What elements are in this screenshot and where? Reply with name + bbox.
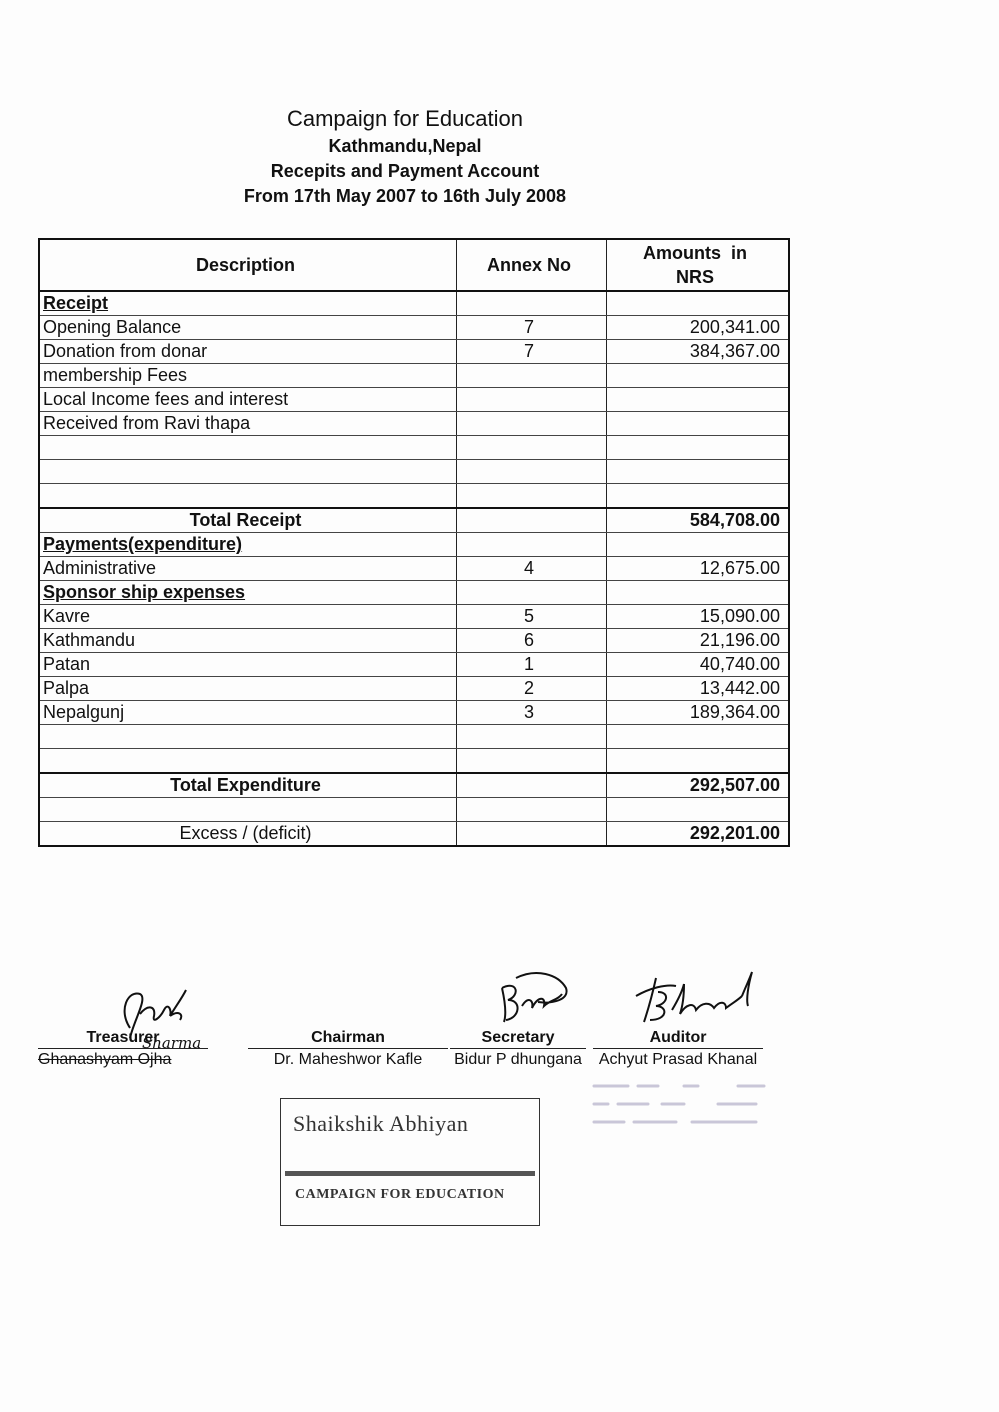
auditor-signature bbox=[622, 966, 762, 1028]
total-receipt-row bbox=[39, 508, 789, 533]
payments-heading: Payments(expenditure) bbox=[39, 533, 457, 557]
stamp-line-2: CAMPAIGN FOR EDUCATION bbox=[295, 1187, 505, 1202]
row-annex: 6 bbox=[457, 629, 607, 653]
row-amount: 12,675.00 bbox=[607, 557, 790, 581]
row-annex bbox=[457, 388, 607, 412]
empty-cell bbox=[457, 291, 607, 316]
row-amount: 384,367.00 bbox=[607, 340, 790, 364]
row-description: Patan bbox=[39, 653, 457, 677]
payments-heading-row bbox=[39, 533, 789, 557]
row-amount: 15,090.00 bbox=[607, 605, 790, 629]
empty-cell bbox=[457, 508, 607, 533]
excess-row bbox=[39, 822, 789, 847]
excess-label: Excess / (deficit) bbox=[39, 822, 457, 847]
column-header-amount bbox=[607, 239, 790, 291]
total-expenditure-amount: 292,507.00 bbox=[607, 773, 790, 798]
secretary-role: Secretary bbox=[450, 1028, 586, 1049]
empty-cell bbox=[457, 822, 607, 847]
stamp-divider bbox=[285, 1171, 535, 1176]
empty-cell bbox=[39, 798, 457, 822]
secretary-signature bbox=[492, 966, 576, 1028]
row-amount: 200,341.00 bbox=[607, 316, 790, 340]
row-description: Nepalgunj bbox=[39, 701, 457, 725]
excess-amount: 292,201.00 bbox=[607, 822, 790, 847]
row-annex bbox=[457, 364, 607, 388]
empty-cell bbox=[607, 484, 790, 509]
empty-cell bbox=[39, 436, 457, 460]
empty-cell bbox=[607, 460, 790, 484]
empty-cell bbox=[457, 798, 607, 822]
empty-cell bbox=[607, 291, 790, 316]
empty-cell bbox=[39, 749, 457, 774]
row-description: Donation from donar bbox=[39, 340, 457, 364]
auditor-block bbox=[593, 1028, 763, 1071]
stamp-line-1: Shaikshik Abhiyan bbox=[293, 1111, 469, 1136]
row-annex: 7 bbox=[457, 340, 607, 364]
column-header-description: Description bbox=[39, 239, 457, 291]
treasurer-correction: Sharma bbox=[142, 1034, 202, 1052]
table-row bbox=[39, 412, 789, 436]
row-description: Local Income fees and interest bbox=[39, 388, 457, 412]
chairman-role: Chairman bbox=[248, 1028, 448, 1049]
total-receipt-amount: 584,708.00 bbox=[607, 508, 790, 533]
row-amount: 40,740.00 bbox=[607, 653, 790, 677]
table-row bbox=[39, 605, 789, 629]
row-annex: 7 bbox=[457, 316, 607, 340]
column-header-annex: Annex No bbox=[457, 239, 607, 291]
organization-location: Kathmandu,Nepal bbox=[328, 136, 482, 156]
table-row bbox=[39, 653, 789, 677]
receipt-heading-row bbox=[39, 291, 789, 316]
empty-cell bbox=[457, 436, 607, 460]
table-row bbox=[39, 557, 789, 581]
empty-cell bbox=[457, 749, 607, 774]
receipts-payments-table bbox=[38, 238, 790, 847]
empty-cell bbox=[607, 725, 790, 749]
chairman-name: Dr. Maheshwor Kafle bbox=[273, 1051, 423, 1068]
empty-cell bbox=[457, 533, 607, 557]
treasurer-name-line bbox=[38, 1049, 208, 1071]
secretary-name: Bidur P dhungana bbox=[454, 1051, 582, 1068]
statement-title: Recepits and Payment Account bbox=[270, 161, 540, 181]
row-amount bbox=[607, 412, 790, 436]
blank-row bbox=[39, 484, 789, 509]
empty-cell bbox=[457, 773, 607, 798]
auditor-role: Auditor bbox=[593, 1028, 763, 1049]
row-annex: 4 bbox=[457, 557, 607, 581]
total-expenditure-row bbox=[39, 773, 789, 798]
treasurer-name: Ghanashyam Ojha bbox=[38, 1051, 172, 1068]
document-header bbox=[0, 104, 810, 209]
row-description: Opening Balance bbox=[39, 316, 457, 340]
column-header-amount-line2: NRS bbox=[675, 267, 714, 287]
empty-cell bbox=[607, 436, 790, 460]
row-description: Kavre bbox=[39, 605, 457, 629]
blank-row bbox=[39, 436, 789, 460]
row-annex: 1 bbox=[457, 653, 607, 677]
row-description: Kathmandu bbox=[39, 629, 457, 653]
organization-name: Campaign for Education bbox=[286, 106, 524, 131]
row-amount: 189,364.00 bbox=[607, 701, 790, 725]
statement-period: From 17th May 2007 to 16th July 2008 bbox=[243, 186, 567, 206]
total-expenditure-label: Total Expenditure bbox=[39, 773, 457, 798]
blank-row bbox=[39, 798, 789, 822]
empty-cell bbox=[607, 533, 790, 557]
receipt-heading: Receipt bbox=[39, 291, 457, 316]
table-header-row bbox=[39, 239, 789, 291]
row-description: Administrative bbox=[39, 557, 457, 581]
empty-cell bbox=[457, 725, 607, 749]
sponsor-heading-row bbox=[39, 581, 789, 605]
row-amount: 13,442.00 bbox=[607, 677, 790, 701]
empty-cell bbox=[457, 484, 607, 509]
table-row bbox=[39, 316, 789, 340]
organization-stamp bbox=[280, 1098, 540, 1226]
empty-cell bbox=[457, 581, 607, 605]
row-description: membership Fees bbox=[39, 364, 457, 388]
empty-cell bbox=[39, 460, 457, 484]
treasurer-block bbox=[38, 1028, 208, 1071]
table-row bbox=[39, 388, 789, 412]
blank-row bbox=[39, 725, 789, 749]
secretary-block bbox=[450, 1028, 586, 1071]
empty-cell bbox=[39, 484, 457, 509]
empty-cell bbox=[39, 725, 457, 749]
table-row bbox=[39, 677, 789, 701]
column-header-amount-line1: Amounts in bbox=[643, 243, 747, 263]
empty-cell bbox=[457, 460, 607, 484]
row-amount bbox=[607, 364, 790, 388]
row-amount: 21,196.00 bbox=[607, 629, 790, 653]
row-description: Received from Ravi thapa bbox=[39, 412, 457, 436]
auditor-name: Achyut Prasad Khanal bbox=[598, 1051, 758, 1068]
row-amount bbox=[607, 388, 790, 412]
row-annex bbox=[457, 412, 607, 436]
empty-cell bbox=[607, 581, 790, 605]
row-annex: 2 bbox=[457, 677, 607, 701]
blank-row bbox=[39, 460, 789, 484]
table-row bbox=[39, 701, 789, 725]
table-row bbox=[39, 364, 789, 388]
treasurer-role: Treasurer bbox=[38, 1028, 208, 1049]
auditor-faint-stamp bbox=[588, 1072, 768, 1136]
total-receipt-label: Total Receipt bbox=[39, 508, 457, 533]
sponsor-heading: Sponsor ship expenses bbox=[39, 581, 457, 605]
row-annex: 5 bbox=[457, 605, 607, 629]
empty-cell bbox=[607, 798, 790, 822]
chairman-block bbox=[248, 1028, 448, 1071]
row-annex: 3 bbox=[457, 701, 607, 725]
table-row bbox=[39, 629, 789, 653]
table-row bbox=[39, 340, 789, 364]
empty-cell bbox=[607, 749, 790, 774]
blank-row bbox=[39, 749, 789, 774]
row-description: Palpa bbox=[39, 677, 457, 701]
